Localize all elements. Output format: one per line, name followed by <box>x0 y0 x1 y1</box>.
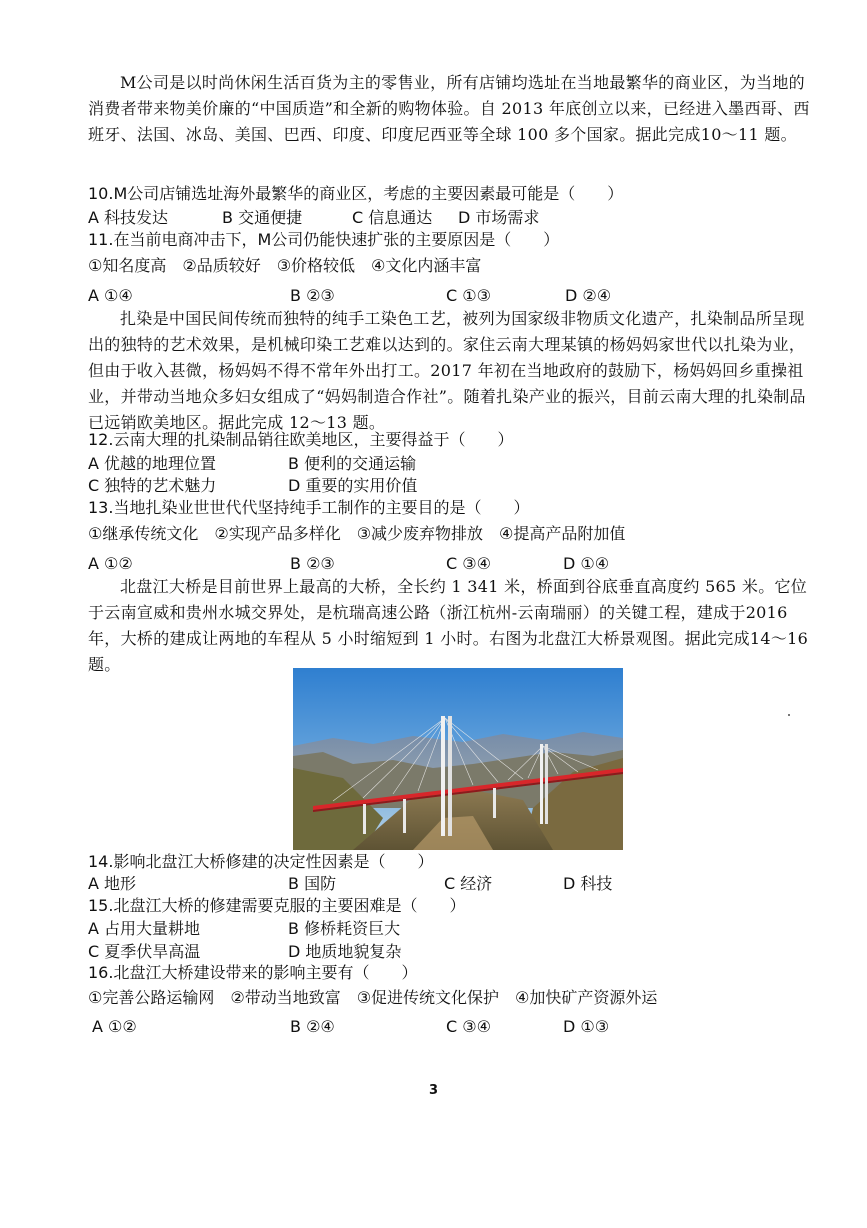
q16-option-d: D ①③ <box>563 1017 610 1036</box>
question-15-stem: 15.北盘江大桥的修建需要克服的主要困难是（ ） <box>88 896 466 915</box>
q13-option-d: D ①④ <box>563 554 610 573</box>
q11-option-c: C ①③ <box>446 286 491 305</box>
q13-option-b: B ②③ <box>290 554 335 573</box>
q12-option-b: B 便利的交通运输 <box>288 454 417 473</box>
q16-option-a: A ①② <box>92 1017 137 1036</box>
page-number: 3 <box>428 1083 439 1098</box>
question-10-stem: 10.M公司店铺选址海外最繁华的商业区，考虑的主要因素最可能是（ ） <box>88 184 624 203</box>
q16-option-b: B ②④ <box>290 1017 335 1036</box>
question-16-items: ①完善公路运输网 ②带动当地致富 ③促进传统文化保护 ④加快矿产资源外运 <box>88 988 658 1007</box>
question-14-stem: 14.影响北盘江大桥修建的决定性因素是（ ） <box>88 852 434 871</box>
question-11-stem: 11.在当前电商冲击下，M公司仍能快速扩张的主要原因是（ ） <box>88 230 560 249</box>
bridge-landscape-photo <box>293 668 623 850</box>
q15-option-d: D 地质地貌复杂 <box>288 942 402 961</box>
scan-speck <box>788 714 790 716</box>
question-13-items: ①继承传统文化 ②实现产品多样化 ③减少废弃物排放 ④提高产品附加值 <box>88 524 626 543</box>
q13-option-c: C ③④ <box>446 554 491 573</box>
q14-option-d: D 科技 <box>563 874 613 893</box>
q12-option-a: A 优越的地理位置 <box>88 454 217 473</box>
passage-m-company: M公司是以时尚休闲生活百货为主的零售业，所有店铺均选址在当地最繁华的商业区，为当地的消费者带来物美价廉的“中国质造”和全新的购物体验。自 2013 年底创立以来，已经进入墨西哥、西班牙、法国、冰岛、美国、巴西、印度、印度尼西亚等全球 100 多个国家。据此完成10～11 题。 <box>88 73 810 144</box>
q16-option-c: C ③④ <box>446 1017 491 1036</box>
q10-option-b: B 交通便捷 <box>222 208 303 227</box>
q15-option-b: B 修桥耗资巨大 <box>288 919 401 938</box>
question-13-stem: 13.当地扎染业世世代代坚持纯手工制作的主要目的是（ ） <box>88 498 530 517</box>
passage-tie-dye: 扎染是中国民间传统而独特的纯手工染色工艺，被列为国家级非物质文化遗产，扎染制品所呈现出的独特的艺术效果，是机械印染工艺难以达到的。家住云南大理某镇的杨妈妈家世代以扎染为业，但由于收入甚微，杨妈妈不得不常年外出打工。2017 年初在当地政府的鼓励下，杨妈妈回乡重操祖业，并带动当地众多妇女组成了“妈妈制造合作社”。随着扎染产业的振兴，目前云南大理的扎染制品已远销欧美地区。据此完成 12～13 题。 <box>88 309 806 432</box>
q14-option-c: C 经济 <box>444 874 493 893</box>
q14-option-a: A 地形 <box>88 874 137 893</box>
q11-option-a: A ①④ <box>88 286 133 305</box>
q15-option-c: C 夏季伏旱高温 <box>88 942 201 961</box>
q12-option-d: D 重要的实用价值 <box>288 476 418 495</box>
passage-beipanjiang-bridge: 北盘江大桥是目前世界上最高的大桥，全长约 1 341 米，桥面到谷底垂直高度约 565 米。它位于云南宣威和贵州水城交界处，是杭瑞高速公路（浙江杭州-云南瑞丽）的关键工程，建成于2016 年，大桥的建成让两地的车程从 5 小时缩短到 1 小时。右图为北盘江大桥景观图。据此完成14～16 题。 <box>88 577 809 674</box>
q14-option-b: B 国防 <box>288 874 337 893</box>
question-12-stem: 12.云南大理的扎染制品销往欧美地区，主要得益于（ ） <box>88 430 514 449</box>
q10-option-d: D 市场需求 <box>458 208 540 227</box>
q10-option-a: A 科技发达 <box>88 208 169 227</box>
q10-option-c: C 信息通达 <box>352 208 433 227</box>
question-16-stem: 16.北盘江大桥建设带来的影响主要有（ ） <box>88 963 418 982</box>
question-11-items: ①知名度高 ②品质较好 ③价格较低 ④文化内涵丰富 <box>88 256 482 275</box>
q11-option-d: D ②④ <box>565 286 612 305</box>
q15-option-a: A 占用大量耕地 <box>88 919 201 938</box>
q12-option-c: C 独特的艺术魅力 <box>88 476 217 495</box>
q13-option-a: A ①② <box>88 554 133 573</box>
q11-option-b: B ②③ <box>290 286 335 305</box>
